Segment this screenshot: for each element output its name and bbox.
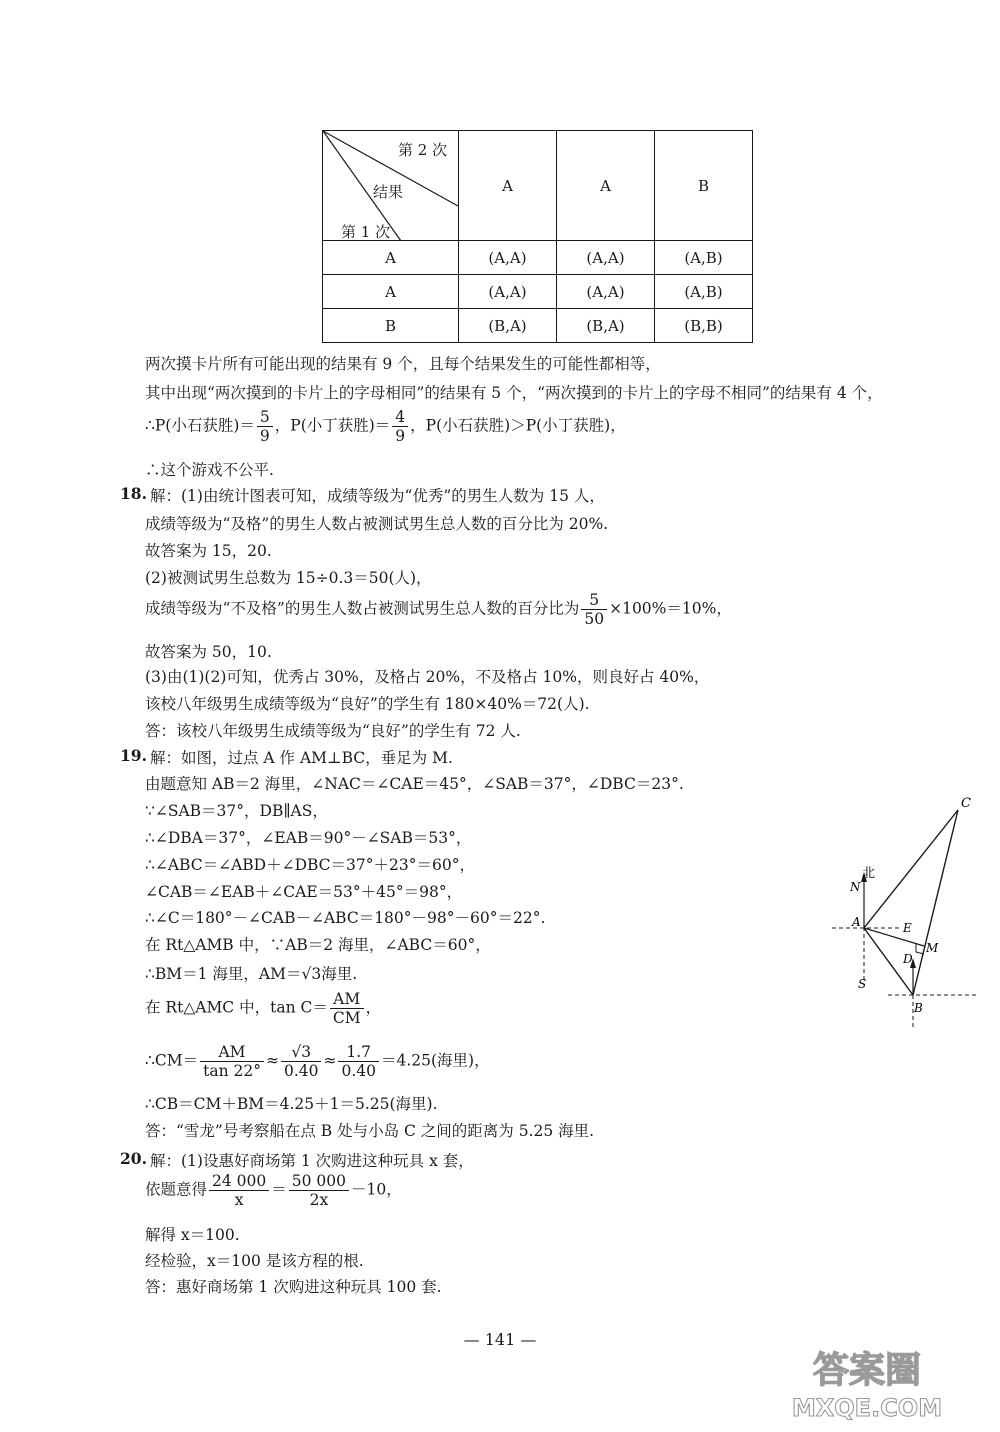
- table-cell: (B,A): [459, 309, 557, 343]
- problem-number: 19.: [120, 746, 147, 765]
- fraction: $\frac{50 000}{2x}$: [289, 1172, 349, 1209]
- header-first-draw: 第 1 次: [341, 223, 391, 241]
- p19-line-12: ∴CB＝CM＋BM＝4.25＋1＝5.25(海里).: [145, 1095, 438, 1113]
- table-row: [323, 241, 753, 275]
- p20-line-2: 依题意得 $\frac{24 000}{x}$ ＝ $\frac{50 000}{2x}$ －10，: [145, 1172, 402, 1209]
- watermark-url: MXQE.COM: [791, 1394, 943, 1422]
- watermark-logo: [762, 1340, 972, 1422]
- table-cell: (A,A): [557, 275, 655, 309]
- col-header: B: [655, 131, 753, 241]
- fraction: $\frac{AM}{\tan 22^\circ}$: [200, 1043, 264, 1080]
- header-result: 结果: [373, 183, 404, 201]
- p17-line-3: ∴P(小石获胜)＝ $\frac{5}{9}$ ，P(小丁获胜)＝ $\frac{4}{9}$ ，P(小石获胜)＞P(小丁获胜)，: [145, 408, 626, 445]
- geometry-figure: [828, 760, 988, 1035]
- row-label: A: [323, 241, 459, 275]
- p17-line-4: ∴这个游戏不公平.: [145, 461, 274, 479]
- fraction: $\frac{5}{50}$: [581, 591, 607, 628]
- problem-number: 18.: [120, 484, 147, 503]
- col-header: A: [459, 131, 557, 241]
- table-cell: (A,B): [655, 275, 753, 309]
- watermark-text: 答案圈: [812, 1350, 922, 1391]
- label-N: N: [850, 880, 861, 894]
- table-cell: (A,A): [459, 275, 557, 309]
- p18-line-1: 解：(1)由统计图表可知，成绩等级为“优秀”的男生人数为 15 人，: [150, 487, 605, 505]
- p18-line-7: (3)由(1)(2)可知，优秀占 30%，及格占 20%，不及格占 10%，则良好占 40%，: [145, 668, 710, 686]
- fraction: $\frac{√3}{0.40}$: [281, 1043, 322, 1080]
- p19-line-1: 解：如图，过点 A 作 AM⊥BC，垂足为 M.: [150, 749, 453, 767]
- p18-line-4: (2)被测试男生总数为 15÷0.3＝50(人)，: [145, 569, 432, 587]
- fraction: $\frac{5}{9}$: [257, 408, 273, 445]
- p19-line-7: ∴∠C＝180°－∠CAB－∠ABC＝180°－98°－60°＝22°.: [145, 909, 546, 927]
- p18-line-8: 该校八年级男生成绩等级为“良好”的学生有 180×40%＝72(人).: [145, 695, 590, 713]
- header-second-draw: 第 2 次: [398, 141, 448, 159]
- label-north: 北: [862, 866, 876, 881]
- p19-line-9: ∴BM＝1 海里，AM＝√3海里.: [145, 965, 358, 983]
- row-label: A: [323, 275, 459, 309]
- label-E: E: [903, 921, 912, 935]
- p17-line-1: 两次摸卡片所有可能出现的结果有 9 个，且每个结果发生的可能性都相等，: [145, 355, 661, 373]
- p19-line-10: 在 Rt△AMC 中，tan C＝ $\frac{AM}{CM}$ ，: [145, 990, 382, 1027]
- p20-line-1: 解：(1)设惠好商场第 1 次购进这种玩具 x 套，: [150, 1152, 474, 1170]
- fraction: $\frac{1.7}{0.40}$: [338, 1043, 379, 1080]
- result-table: [322, 130, 753, 343]
- table-cell: (A,B): [655, 241, 753, 275]
- table-row: [323, 275, 753, 309]
- table-corner-cell: [323, 131, 459, 241]
- p18-line-5: 成绩等级为“不及格”的男生人数占被测试男生总人数的百分比为 $\frac{5}{50}$ ×100%＝10%，: [145, 591, 732, 628]
- row-label: B: [323, 309, 459, 343]
- table-cell: (B,A): [557, 309, 655, 343]
- p18-line-6: 故答案为 50，10.: [145, 643, 272, 661]
- label-M: M: [926, 941, 939, 955]
- p18-line-3: 故答案为 15，20.: [145, 542, 272, 560]
- table-cell: (A,A): [557, 241, 655, 275]
- table-cell: (B,B): [655, 309, 753, 343]
- p19-line-13: 答：“雪龙”号考察船在点 B 处与小岛 C 之间的距离为 5.25 海里.: [145, 1122, 595, 1140]
- label-B: B: [914, 1001, 923, 1015]
- p19-line-11: ∴CM＝ $\frac{AM}{\tan 22^\circ}$ ≈ $\frac{√3}{0.40}$ ≈ $\frac{1.7}{0.40}$ ＝4.25(海里)，: [145, 1043, 490, 1080]
- p20-line-3: 解得 x＝100.: [145, 1226, 240, 1244]
- page-number: — 141 —: [463, 1330, 537, 1349]
- fraction: $\frac{4}{9}$: [392, 408, 408, 445]
- p20-line-4: 经检验，x＝100 是该方程的根.: [145, 1252, 364, 1270]
- p19-line-8: 在 Rt△AMB 中，∵AB＝2 海里，∠ABC＝60°，: [145, 936, 491, 954]
- table-row: [323, 309, 753, 343]
- p19-line-5: ∴∠ABC＝∠ABD＋∠DBC＝37°＋23°＝60°，: [145, 856, 475, 874]
- fraction: $\frac{24 000}{x}$: [209, 1172, 269, 1209]
- fraction: $\frac{AM}{CM}$: [330, 990, 364, 1027]
- label-A: A: [852, 915, 861, 929]
- p20-line-5: 答：惠好商场第 1 次购进这种玩具 100 套.: [145, 1278, 442, 1296]
- p19-line-3: ∵∠SAB＝37°，DB∥AS，: [145, 802, 328, 820]
- col-header: A: [557, 131, 655, 241]
- problem-number: 20.: [120, 1149, 147, 1168]
- p19-line-6: ∠CAB＝∠EAB＋∠CAE＝53°＋45°＝98°，: [145, 883, 463, 901]
- p17-line-2: 其中出现“两次摸到的卡片上的字母相同”的结果有 5 个，“两次摸到的卡片上的字母不相同”的结果有 4 个，: [145, 384, 883, 402]
- p19-line-4: ∴∠DBA＝37°，∠EAB＝90°－∠SAB＝53°，: [145, 829, 472, 847]
- table-cell: (A,A): [459, 241, 557, 275]
- label-C: C: [961, 796, 971, 811]
- p18-line-9: 答：该校八年级男生成绩等级为“良好”的学生有 72 人.: [145, 722, 521, 740]
- label-S: S: [858, 977, 867, 991]
- p18-line-2: 成绩等级为“及格”的男生人数占被测试男生总人数的百分比为 20%.: [145, 515, 609, 533]
- p19-line-2: 由题意知 AB＝2 海里，∠NAC＝∠CAE＝45°，∠SAB＝37°，∠DBC＝23°.: [145, 775, 684, 793]
- label-D: D: [903, 952, 913, 966]
